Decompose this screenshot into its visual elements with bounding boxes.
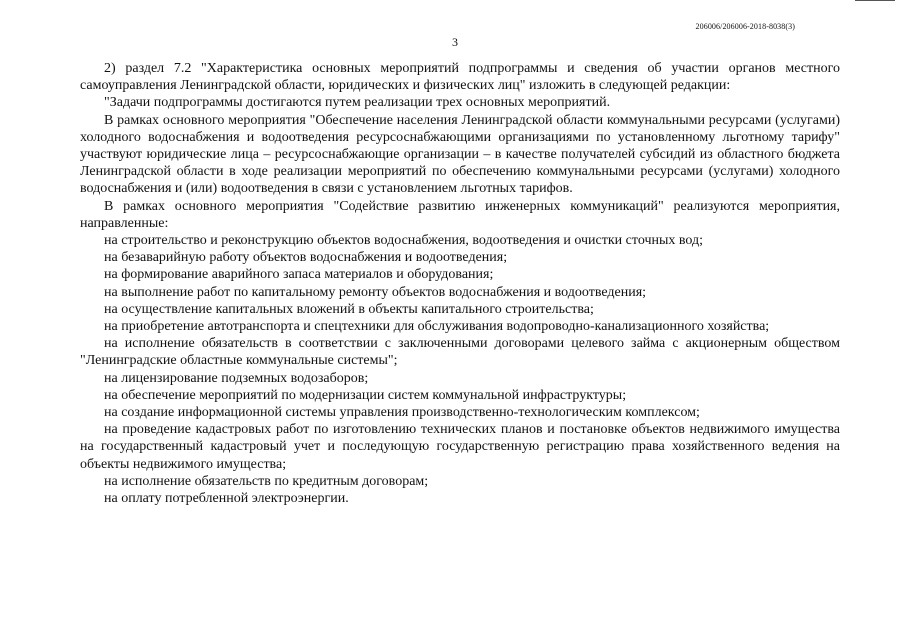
paragraph-tasks: "Задачи подпрограммы достигаются путем реализации трех основных мероприятий. — [104, 95, 611, 111]
list-item: на формирование аварийного запаса материалов и оборудования; — [104, 267, 494, 283]
paragraph-main-activity-2: В рамках основного мероприятия "Содействие развитию инженерных коммуникаций" реализуются мероприятия, направленные: — [80, 198, 840, 231]
document-id: 206006/206006-2018-8038(3) — [695, 22, 795, 31]
list-item: на лицензирование подземных водозаборов; — [104, 370, 369, 386]
list-item: на осуществление капитальных вложений в объекты капитального строительства; — [104, 301, 594, 317]
list-item: на выполнение работ по капитальному ремонту объектов водоснабжения и водоотведения; — [104, 284, 647, 300]
list-item: на безаварийную работу объектов водоснабжения и водоотведения; — [104, 250, 508, 266]
list-item: на строительство и реконструкцию объектов водоснабжения, водоотведения и очистки сточных вод; — [104, 233, 704, 249]
list-item: на проведение кадастровых работ по изготовлению технических планов и постановке объектов недвижимого имущества на государственный кадастровый учет и последующую государственную регистрацию права хозяйственного ведения на объекты недвижимого имущества; — [80, 422, 840, 472]
paragraph-section-intro: 2) раздел 7.2 "Характеристика основных мероприятий подпрограммы и сведения об участии органов местного самоуправления Ленинградской области, юридических и физических лиц" изложить в следующей редакции: — [80, 61, 840, 94]
scan-edge-mark — [855, 0, 895, 1]
list-item: на приобретение автотранспорта и спецтехники для обслуживания водопроводно-канализационного хозяйства; — [104, 319, 770, 335]
list-item: на исполнение обязательств в соответствии с заключенными договорами целевого займа с акционерным обществом "Ленинградские областные коммунальные системы"; — [80, 336, 840, 369]
list-item: на обеспечение мероприятий по модернизации систем коммунальной инфраструктуры; — [104, 387, 627, 403]
list-item: на создание информационной системы управления производственно-технологическим комплексом; — [104, 405, 700, 421]
list-item: на оплату потребленной электроэнергии. — [104, 491, 349, 507]
page-number: 3 — [452, 35, 458, 49]
list-item: на исполнение обязательств по кредитным договорам; — [104, 473, 429, 489]
document-body — [80, 60, 840, 507]
paragraph-main-activity-1: В рамках основного мероприятия "Обеспечение населения Ленинградской области коммунальными ресурсами (услугами) холодного водоснабжения и водоотведения ресурсоснабжающими организациями по установленному льготному тарифу" участвуют юридические лица – ресурсоснабжающие организации – в качестве получателей субсидий из областного бюджета Ленинградской области в ходе реализации мероприятий по обеспечению коммунальными ресурсами (услугами) холодного водоснабжения и (или) водоотведения в связи с установлением льготных тарифов. — [80, 112, 840, 197]
